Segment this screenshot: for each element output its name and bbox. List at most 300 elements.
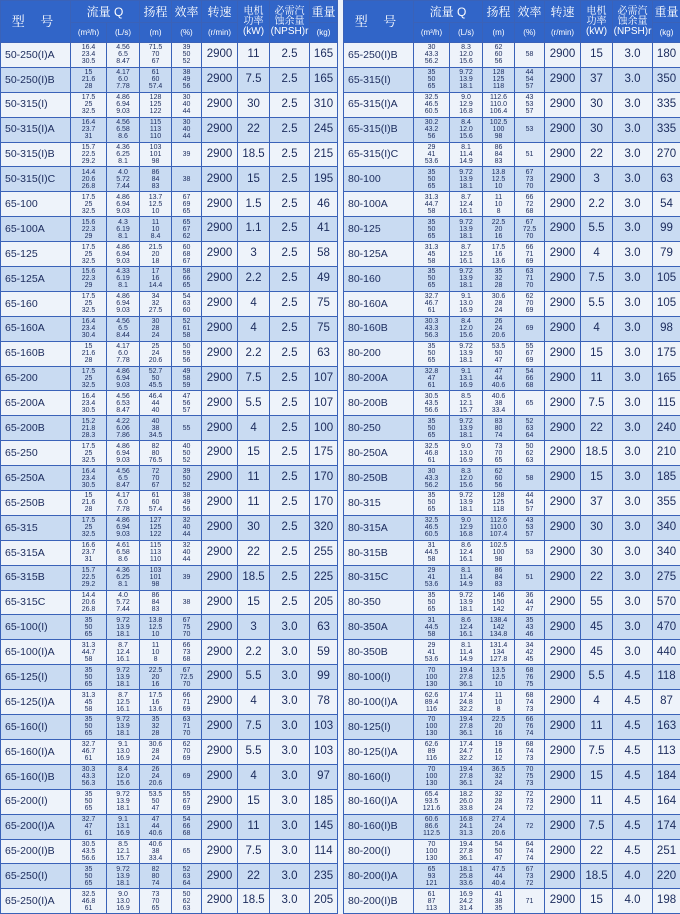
table-row xyxy=(1,864,338,889)
head-cell xyxy=(140,366,172,391)
model-cell: 65-100 xyxy=(1,192,71,217)
flow-ls-cell xyxy=(107,217,140,242)
head-cell-value: 38 xyxy=(140,425,171,432)
efficiency-cell-value: 65 xyxy=(172,219,201,226)
power-cell: 22 xyxy=(238,864,270,889)
model-cell: 65-125 xyxy=(1,242,71,267)
efficiency-cell-value: 68 xyxy=(515,741,544,748)
efficiency-cell-value: 54 xyxy=(172,816,201,823)
efficiency-cell-value: 71 xyxy=(172,699,201,706)
efficiency-cell-value: 54 xyxy=(172,293,201,300)
flow-ls-cell-value: 4.56 xyxy=(107,44,139,51)
flow-m3h-cell-value: 25 xyxy=(71,375,106,382)
flow-m3h-cell-value: 31 xyxy=(71,556,106,563)
flow-ls-cell-value: 8.4 xyxy=(107,766,139,773)
flow-m3h-cell-value: 30.3 xyxy=(71,766,106,773)
flow-m3h-cell-value: 32.5 xyxy=(414,517,449,524)
flow-ls-cell-value: 16.9 xyxy=(107,830,139,837)
table-row xyxy=(344,67,680,92)
npsh-cell: 3.0 xyxy=(613,316,653,341)
flow-m3h-cell-value: 15.6 xyxy=(71,268,106,275)
power-cell: 3 xyxy=(238,615,270,640)
efficiency-cell xyxy=(515,67,545,92)
table-row xyxy=(344,242,680,267)
flow-ls-cell-value: 8.4 xyxy=(450,119,482,126)
head-cell xyxy=(140,67,172,92)
weight-cell: 75 xyxy=(310,316,338,341)
flow-ls-cell-value: 26.0 xyxy=(450,798,482,805)
flow-ls-cell-value: 36.1 xyxy=(450,855,482,862)
flow-ls-cell-value: 27.8 xyxy=(450,723,482,730)
flow-m3h-cell-value: 89.4 xyxy=(414,699,449,706)
head-cell-value: 38 xyxy=(140,848,171,855)
header-speed: 转速 xyxy=(545,1,581,23)
speed-cell: 2900 xyxy=(545,540,581,565)
flow-m3h-cell-value: 65 xyxy=(71,805,106,812)
efficiency-cell-value: 73 xyxy=(515,798,544,805)
speed-cell: 2900 xyxy=(545,789,581,814)
weight-cell: 78 xyxy=(310,690,338,715)
flow-m3h-cell-value: 29 xyxy=(414,567,449,574)
flow-m3h-cell-value: 21.8 xyxy=(71,425,106,432)
flow-ls-cell-value: 9.03 xyxy=(107,108,139,115)
head-cell-value: 72 xyxy=(140,468,171,475)
head-cell xyxy=(140,690,172,715)
flow-m3h-cell-value: 31 xyxy=(414,542,449,549)
weight-cell: 170 xyxy=(310,491,338,516)
head-cell-value: 80 xyxy=(140,873,171,880)
flow-m3h-cell xyxy=(71,715,107,740)
efficiency-cell-value: 53 xyxy=(515,524,544,531)
flow-m3h-cell-value: 30.5 xyxy=(71,482,106,489)
npsh-cell: 2.5 xyxy=(270,515,310,540)
flow-m3h-cell-value: 61 xyxy=(71,905,106,912)
table-row xyxy=(344,889,680,914)
flow-ls-cell xyxy=(450,92,483,117)
head-cell-value: 112.6 xyxy=(483,517,514,524)
efficiency-cell xyxy=(515,640,545,665)
flow-m3h-cell xyxy=(414,889,450,914)
head-cell-value: 28 xyxy=(140,748,171,755)
flow-m3h-cell-value: 14.4 xyxy=(71,169,106,176)
flow-ls-cell-value: 6.25 xyxy=(107,574,139,581)
table-row xyxy=(344,590,680,615)
efficiency-cell: 72 xyxy=(515,814,545,839)
npsh-cell: 2.5 xyxy=(270,316,310,341)
head-cell xyxy=(483,316,515,341)
flow-m3h-cell xyxy=(414,515,450,540)
flow-ls-cell-value: 13.1 xyxy=(107,823,139,830)
power-cell: 4 xyxy=(581,316,613,341)
power-cell: 5.5 xyxy=(238,391,270,416)
flow-m3h-cell-value: 50 xyxy=(414,599,449,606)
flow-m3h-cell-value: 35 xyxy=(414,169,449,176)
npsh-cell: 3.0 xyxy=(270,789,310,814)
head-cell xyxy=(483,242,515,267)
efficiency-cell-value: 52 xyxy=(515,418,544,425)
head-cell xyxy=(483,142,515,167)
head-cell-value: 16 xyxy=(483,748,514,755)
head-cell xyxy=(483,466,515,491)
head-cell-value: 20 xyxy=(483,226,514,233)
npsh-cell: 3.0 xyxy=(270,665,310,690)
efficiency-cell-value: 67 xyxy=(172,667,201,674)
speed-cell: 2900 xyxy=(545,814,581,839)
head-cell xyxy=(140,615,172,640)
efficiency-cell xyxy=(172,739,202,764)
efficiency-cell xyxy=(515,615,545,640)
head-cell-value: 83 xyxy=(483,581,514,588)
head-cell-value: 57.4 xyxy=(140,506,171,513)
flow-m3h-cell-value: 30.5 xyxy=(71,407,106,414)
efficiency-cell-value: 65 xyxy=(172,208,201,215)
flow-ls-cell-value: 4.56 xyxy=(107,468,139,475)
head-cell-value: 84 xyxy=(140,599,171,606)
flow-m3h-cell-value: 30 xyxy=(414,44,449,51)
efficiency-cell-value: 63 xyxy=(515,457,544,464)
efficiency-cell-value: 71 xyxy=(515,251,544,258)
head-cell xyxy=(483,192,515,217)
efficiency-cell-value: 66 xyxy=(515,244,544,251)
flow-ls-cell-value: 12.0 xyxy=(107,773,139,780)
speed-cell: 2900 xyxy=(545,441,581,466)
model-cell: 65-315(I)C xyxy=(344,142,414,167)
weight-cell: 255 xyxy=(310,540,338,565)
speed-cell: 2900 xyxy=(545,366,581,391)
efficiency-cell xyxy=(515,192,545,217)
flow-m3h-cell-value: 44.5 xyxy=(414,624,449,631)
flow-ls-cell-value: 13.0 xyxy=(107,898,139,905)
head-cell xyxy=(140,291,172,316)
flow-m3h-cell-value: 62.6 xyxy=(414,692,449,699)
npsh-cell: 3.0 xyxy=(613,466,653,491)
efficiency-cell xyxy=(515,839,545,864)
head-cell xyxy=(140,391,172,416)
flow-ls-cell-value: 9.1 xyxy=(450,368,482,375)
flow-ls-cell-value: 27.8 xyxy=(450,848,482,855)
head-cell-value: 32 xyxy=(140,300,171,307)
flow-ls-cell-value: 5.72 xyxy=(107,176,139,183)
weight-cell: 335 xyxy=(653,92,680,117)
unit-speed: (r/min) xyxy=(202,23,238,43)
flow-m3h-cell-value: 32.5 xyxy=(71,108,106,115)
flow-ls-cell-value: 16.1 xyxy=(450,208,482,215)
flow-ls-cell xyxy=(107,864,140,889)
flow-m3h-cell-value: 28 xyxy=(71,83,106,90)
flow-m3h-cell-value: 41 xyxy=(414,574,449,581)
head-cell-value: 98 xyxy=(483,133,514,140)
head-cell xyxy=(140,92,172,117)
flow-ls-cell xyxy=(107,665,140,690)
npsh-cell: 3.0 xyxy=(613,640,653,665)
flow-m3h-cell-value: 61 xyxy=(414,382,449,389)
head-cell-value: 44 xyxy=(483,375,514,382)
flow-ls-cell-value: 4.86 xyxy=(107,293,139,300)
head-cell-value: 22.5 xyxy=(140,667,171,674)
flow-m3h-cell-value: 86.6 xyxy=(414,823,449,830)
model-cell: 65-250(I)B xyxy=(344,43,414,68)
speed-cell: 2900 xyxy=(545,391,581,416)
model-cell: 65-100(I) xyxy=(1,615,71,640)
head-cell-value: 62 xyxy=(483,44,514,51)
model-cell: 65-315B xyxy=(1,565,71,590)
flow-m3h-cell xyxy=(414,316,450,341)
head-cell-value: 32 xyxy=(483,791,514,798)
speed-cell: 2900 xyxy=(202,615,238,640)
flow-m3h-cell-value: 35 xyxy=(71,617,106,624)
weight-cell: 170 xyxy=(310,466,338,491)
flow-m3h-cell-value: 58 xyxy=(414,258,449,265)
flow-m3h-cell xyxy=(71,466,107,491)
header-weight: 重量 xyxy=(310,1,338,23)
efficiency-cell xyxy=(172,441,202,466)
efficiency-cell-value: 44 xyxy=(515,599,544,606)
flow-m3h-cell-value: 31.3 xyxy=(71,642,106,649)
head-cell-value: 101 xyxy=(140,574,171,581)
head-cell-value: 150 xyxy=(483,599,514,606)
unit-efficiency: (%) xyxy=(172,23,202,43)
efficiency-cell-value: 57 xyxy=(172,407,201,414)
npsh-cell: 3.0 xyxy=(613,67,653,92)
flow-ls-cell-value: 4.86 xyxy=(107,94,139,101)
flow-m3h-cell-value: 53.6 xyxy=(414,158,449,165)
model-cell: 65-160(I) xyxy=(1,715,71,740)
power-cell: 30 xyxy=(581,117,613,142)
head-cell-value: 74 xyxy=(483,432,514,439)
efficiency-cell-value: 66 xyxy=(172,642,201,649)
efficiency-cell-value: 72 xyxy=(515,805,544,812)
model-cell: 80-315A xyxy=(344,515,414,540)
power-cell: 15 xyxy=(238,167,270,192)
head-cell-value: 82 xyxy=(140,443,171,450)
head-cell-value: 142 xyxy=(483,624,514,631)
flow-m3h-cell-value: 25 xyxy=(71,201,106,208)
flow-ls-cell-value: 13.9 xyxy=(450,425,482,432)
head-cell-value: 24 xyxy=(483,780,514,787)
flow-m3h-cell xyxy=(71,291,107,316)
model-cell: 80-125A xyxy=(344,242,414,267)
head-cell-value: 12 xyxy=(483,755,514,762)
table-row xyxy=(1,540,338,565)
flow-ls-cell-value: 15.6 xyxy=(450,482,482,489)
head-cell-value: 53.5 xyxy=(483,343,514,350)
flow-m3h-cell xyxy=(414,242,450,267)
model-cell: 80-100(I) xyxy=(344,665,414,690)
efficiency-cell-value: 67 xyxy=(172,226,201,233)
head-cell xyxy=(483,117,515,142)
flow-m3h-cell-value: 47 xyxy=(414,375,449,382)
flow-ls-cell-value: 6.53 xyxy=(107,400,139,407)
flow-m3h-cell-value: 46.8 xyxy=(414,450,449,457)
head-cell-value: 13.6 xyxy=(483,258,514,265)
efficiency-cell xyxy=(515,92,545,117)
efficiency-cell-value: 47 xyxy=(515,606,544,613)
model-cell: 80-200(I) xyxy=(344,839,414,864)
efficiency-cell-value: 57 xyxy=(515,108,544,115)
head-cell-value: 134 xyxy=(483,649,514,656)
head-cell-value: 11 xyxy=(140,642,171,649)
flow-ls-cell-value: 18.1 xyxy=(450,866,482,873)
weight-cell: 240 xyxy=(653,416,680,441)
flow-ls-cell-value: 8.44 xyxy=(107,332,139,339)
model-cell: 65-160A xyxy=(1,316,71,341)
flow-m3h-cell-value: 70 xyxy=(414,766,449,773)
weight-cell: 340 xyxy=(653,540,680,565)
head-cell xyxy=(483,441,515,466)
flow-ls-cell-value: 8.7 xyxy=(450,194,482,201)
table-row xyxy=(344,391,680,416)
table-row xyxy=(344,441,680,466)
head-cell-value: 82 xyxy=(140,866,171,873)
head-cell-value: 52.7 xyxy=(140,368,171,375)
flow-ls-cell xyxy=(450,466,483,491)
speed-cell: 2900 xyxy=(202,739,238,764)
table-row xyxy=(344,341,680,366)
efficiency-cell-value: 66 xyxy=(515,194,544,201)
flow-ls-cell-value: 6.94 xyxy=(107,450,139,457)
weight-cell: 79 xyxy=(653,242,680,267)
weight-cell: 113 xyxy=(653,739,680,764)
flow-m3h-cell xyxy=(414,341,450,366)
flow-ls-cell xyxy=(107,167,140,192)
model-cell: 65-315(I)B xyxy=(344,117,414,142)
efficiency-cell xyxy=(172,391,202,416)
flow-m3h-cell-value: 50 xyxy=(71,798,106,805)
weight-cell: 175 xyxy=(653,341,680,366)
efficiency-cell: 53 xyxy=(515,117,545,142)
flow-m3h-cell-value: 56.2 xyxy=(414,482,449,489)
weight-cell: 164 xyxy=(653,789,680,814)
head-cell-value: 22.5 xyxy=(483,716,514,723)
flow-ls-cell-value: 36.1 xyxy=(450,730,482,737)
efficiency-cell-value: 67 xyxy=(172,798,201,805)
flow-ls-cell-value: 16.1 xyxy=(450,556,482,563)
flow-m3h-cell-value: 21.6 xyxy=(71,499,106,506)
head-cell-value: 128 xyxy=(140,94,171,101)
model-cell: 65-160(I)A xyxy=(1,739,71,764)
head-cell-value: 83 xyxy=(483,418,514,425)
head-cell xyxy=(140,416,172,441)
flow-ls-cell-value: 8.1 xyxy=(450,567,482,574)
efficiency-cell-value: 66 xyxy=(172,823,201,830)
efficiency-cell xyxy=(172,491,202,516)
flow-ls-cell-value: 9.72 xyxy=(450,492,482,499)
flow-ls-cell-value: 9.03 xyxy=(107,258,139,265)
table-row xyxy=(1,192,338,217)
flow-m3h-cell-value: 35 xyxy=(414,219,449,226)
power-cell: 18.5 xyxy=(238,142,270,167)
flow-ls-cell-value: 4.22 xyxy=(107,418,139,425)
efficiency-cell xyxy=(515,789,545,814)
npsh-cell: 4.5 xyxy=(613,739,653,764)
head-cell-value: 21.5 xyxy=(140,244,171,251)
efficiency-cell-value: 69 xyxy=(172,755,201,762)
header-power-line1: 电机 xyxy=(587,6,607,17)
flow-m3h-cell xyxy=(71,565,107,590)
efficiency-cell xyxy=(515,217,545,242)
npsh-cell: 3.0 xyxy=(613,416,653,441)
model-cell: 65-125(I)A xyxy=(1,690,71,715)
header-head: 扬程 xyxy=(483,1,515,23)
flow-ls-cell-value: 16.9 xyxy=(450,307,482,314)
flow-m3h-cell xyxy=(71,217,107,242)
efficiency-cell-value: 70 xyxy=(515,300,544,307)
flow-m3h-cell-value: 45 xyxy=(71,699,106,706)
model-cell: 50-250(I)A xyxy=(1,43,71,68)
flow-ls-cell-value: 4.86 xyxy=(107,443,139,450)
power-cell: 22 xyxy=(238,540,270,565)
flow-ls-cell-value: 9.0 xyxy=(450,443,482,450)
flow-m3h-cell xyxy=(414,142,450,167)
flow-ls-cell-value: 12.9 xyxy=(450,524,482,531)
efficiency-cell xyxy=(515,441,545,466)
flow-m3h-cell-value: 130 xyxy=(414,780,449,787)
npsh-cell: 3.0 xyxy=(613,192,653,217)
flow-m3h-cell-value: 61 xyxy=(414,457,449,464)
spec-table-left xyxy=(0,0,338,914)
power-cell: 15 xyxy=(238,789,270,814)
efficiency-cell xyxy=(172,366,202,391)
head-cell xyxy=(140,839,172,864)
flow-m3h-cell xyxy=(414,590,450,615)
flow-ls-cell-value: 14.9 xyxy=(450,581,482,588)
flow-m3h-cell xyxy=(414,217,450,242)
flow-ls-cell-value: 9.0 xyxy=(450,517,482,524)
head-cell-value: 60 xyxy=(140,76,171,83)
efficiency-cell-value: 71 xyxy=(172,723,201,730)
head-cell-value: 40.6 xyxy=(140,841,171,848)
head-cell-value: 10 xyxy=(140,631,171,638)
speed-cell: 2900 xyxy=(202,590,238,615)
flow-ls-cell-value: 4.3 xyxy=(107,219,139,226)
head-cell-value: 12.5 xyxy=(483,674,514,681)
model-cell: 80-200B xyxy=(344,391,414,416)
head-cell-value: 65 xyxy=(483,457,514,464)
speed-cell: 2900 xyxy=(202,117,238,142)
flow-m3h-cell xyxy=(414,491,450,516)
efficiency-cell-value: 63 xyxy=(172,300,201,307)
head-cell-value: 16 xyxy=(483,251,514,258)
flow-ls-cell-value: 11.4 xyxy=(450,574,482,581)
flow-m3h-cell-value: 16.4 xyxy=(71,44,106,51)
flow-ls-cell xyxy=(450,142,483,167)
table-row xyxy=(1,416,338,441)
flow-m3h-cell-value: 58 xyxy=(414,631,449,638)
head-cell-value: 73 xyxy=(140,891,171,898)
efficiency-cell-value: 45 xyxy=(515,656,544,663)
flow-ls-cell-value: 15.6 xyxy=(450,58,482,65)
efficiency-cell-value: 34 xyxy=(515,642,544,649)
speed-cell: 2900 xyxy=(202,814,238,839)
efficiency-cell-value: 60 xyxy=(172,307,201,314)
flow-ls-cell-value: 4.86 xyxy=(107,194,139,201)
weight-cell: 195 xyxy=(310,167,338,192)
flow-m3h-cell-value: 58 xyxy=(414,208,449,215)
head-cell-value: 84 xyxy=(140,176,171,183)
weight-cell: 107 xyxy=(310,391,338,416)
head-cell-value: 110 xyxy=(140,133,171,140)
flow-ls-cell-value: 9.1 xyxy=(107,816,139,823)
efficiency-cell-value: 70 xyxy=(172,730,201,737)
head-cell xyxy=(483,839,515,864)
head-cell-value: 19 xyxy=(483,741,514,748)
weight-cell: 320 xyxy=(310,515,338,540)
head-cell-value: 44 xyxy=(140,823,171,830)
flow-ls-cell-value: 15.6 xyxy=(450,133,482,140)
flow-m3h-cell-value: 70 xyxy=(414,716,449,723)
efficiency-cell-value: 72 xyxy=(515,791,544,798)
npsh-cell: 4.5 xyxy=(613,814,653,839)
